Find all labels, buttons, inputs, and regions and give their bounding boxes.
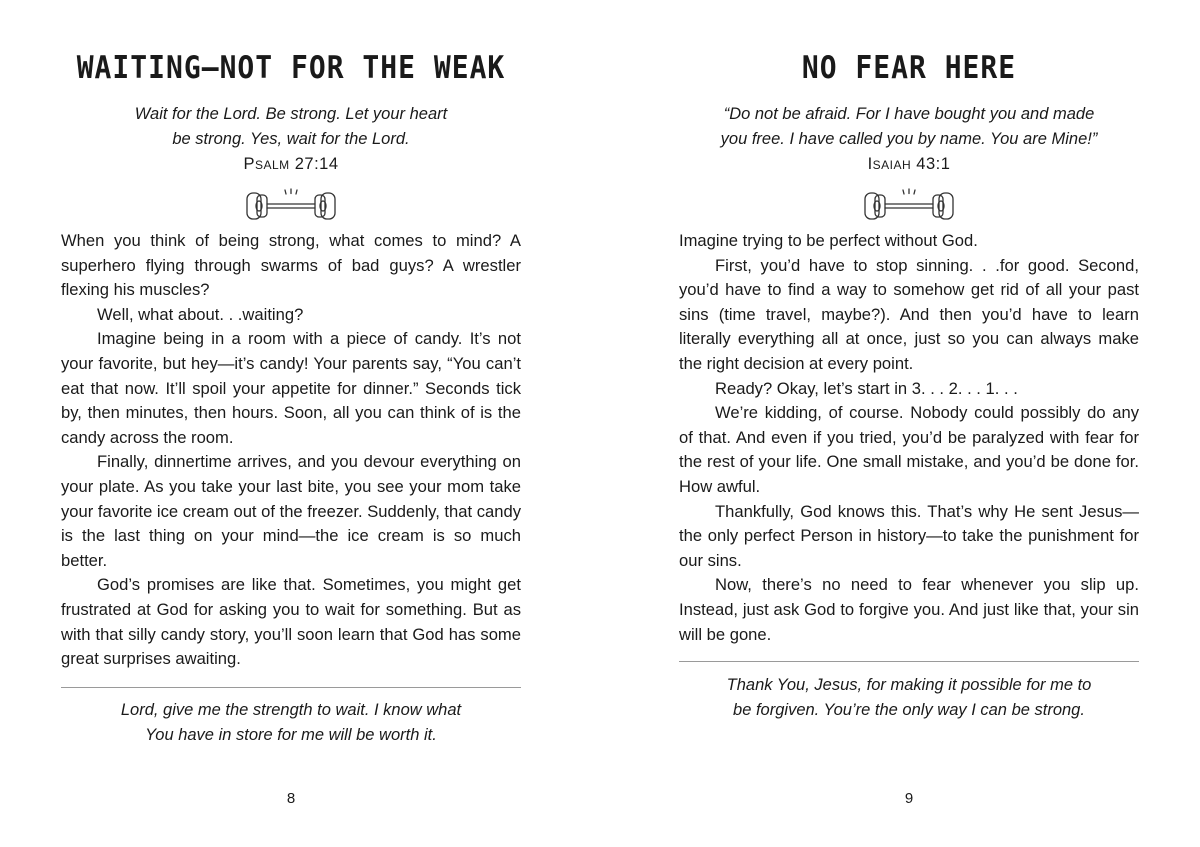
prayer-line: Lord, give me the strength to wait. I know what <box>120 701 462 719</box>
page-number-text: 9 <box>904 790 914 807</box>
divider <box>61 687 521 688</box>
verse-line: you free. I have called you by name. You are Mine!” <box>720 130 1098 148</box>
body-paragraph: Finally, dinnertime arrives, and you devour everything on your plate. As you take your last bite, you see your mom take your favorite ice cream out of the freezer. Suddenly, that candy is the last thing on your mind—the ice cream is so much better. <box>61 452 521 570</box>
body-paragraph: We’re kidding, of course. Nobody could possibly do any of that. And even if you tried, you’d be paralyzed with fear for the rest of your life. One small mistake, and you’d be done for. How awful. <box>679 403 1139 496</box>
body-paragraph: God’s promises are like that. Sometimes, you might get frustrated at God for asking you to wait for something. But as with that silly candy story, you’ll soon learn that God has some great surprises awaiting. <box>61 575 521 669</box>
body-paragraph: Ready? Okay, let’s start in 3. . . 2. . . 1. . . <box>715 378 1018 398</box>
prayer <box>61 698 521 747</box>
verse-line: “Do not be afraid. For I have bought you and made <box>723 105 1095 123</box>
body-paragraph: Well, what about. . .waiting? <box>97 304 304 324</box>
left-page <box>61 0 521 847</box>
devotional-body <box>679 229 1139 647</box>
verse-line: Wait for the Lord. Be strong. Let your heart <box>134 105 448 123</box>
body-paragraph: Imagine being in a room with a piece of candy. It’s not your favorite, but hey—it’s candy! Your parents say, “You can’t eat that now. It’ll spoil your appetite for dinner.” Seconds tick by, then minutes, then hours. Soon, all you can think of is the candy across the room. <box>61 329 521 447</box>
page-title: NO FEAR HERE <box>801 49 1017 87</box>
body-paragraph: Now, there’s no need to fear whenever you slip up. Instead, just ask God to forgive you. And just like that, your sin will be gone. <box>679 575 1139 644</box>
body-paragraph: First, you’d have to stop sinning. . .for good. Second, you’d have to find a way to somehow get rid of all your past sins (time travel, maybe?). And then you’d have to learn literally everything all at once, just so you can always make the right decision at every point. <box>679 255 1139 373</box>
divider <box>679 661 1139 662</box>
prayer-line: Thank You, Jesus, for making it possible for me to <box>726 676 1092 694</box>
dumbbell-icon <box>863 184 955 222</box>
prayer <box>679 673 1139 722</box>
prayer-line: be forgiven. You’re the only way I can be strong. <box>733 700 1085 719</box>
right-page <box>679 0 1139 847</box>
page-number <box>61 790 521 807</box>
devotional-body <box>61 229 521 672</box>
scripture-verse <box>679 102 1139 177</box>
prayer-line: You have in store for me will be worth it. <box>145 725 437 744</box>
scripture-verse <box>61 102 521 177</box>
page-title: WAITING—NOT FOR THE WEAK <box>76 49 506 87</box>
verse-reference: Psalm 27:14 <box>243 155 339 173</box>
body-paragraph: Imagine trying to be perfect without God. <box>679 231 978 250</box>
verse-line: be strong. Yes, wait for the Lord. <box>172 130 410 148</box>
page-number-text: 8 <box>286 790 296 807</box>
body-paragraph: When you think of being strong, what comes to mind? A superhero flying through swarms of bad guys? A wrestler flexing his muscles? <box>61 231 521 300</box>
body-paragraph: Thankfully, God knows this. That’s why He sent Jesus—the only perfect Person in history—to take the punishment for our sins. <box>679 501 1139 570</box>
page-number <box>679 790 1139 807</box>
verse-reference: Isaiah 43:1 <box>867 155 951 173</box>
dumbbell-icon <box>245 184 337 222</box>
